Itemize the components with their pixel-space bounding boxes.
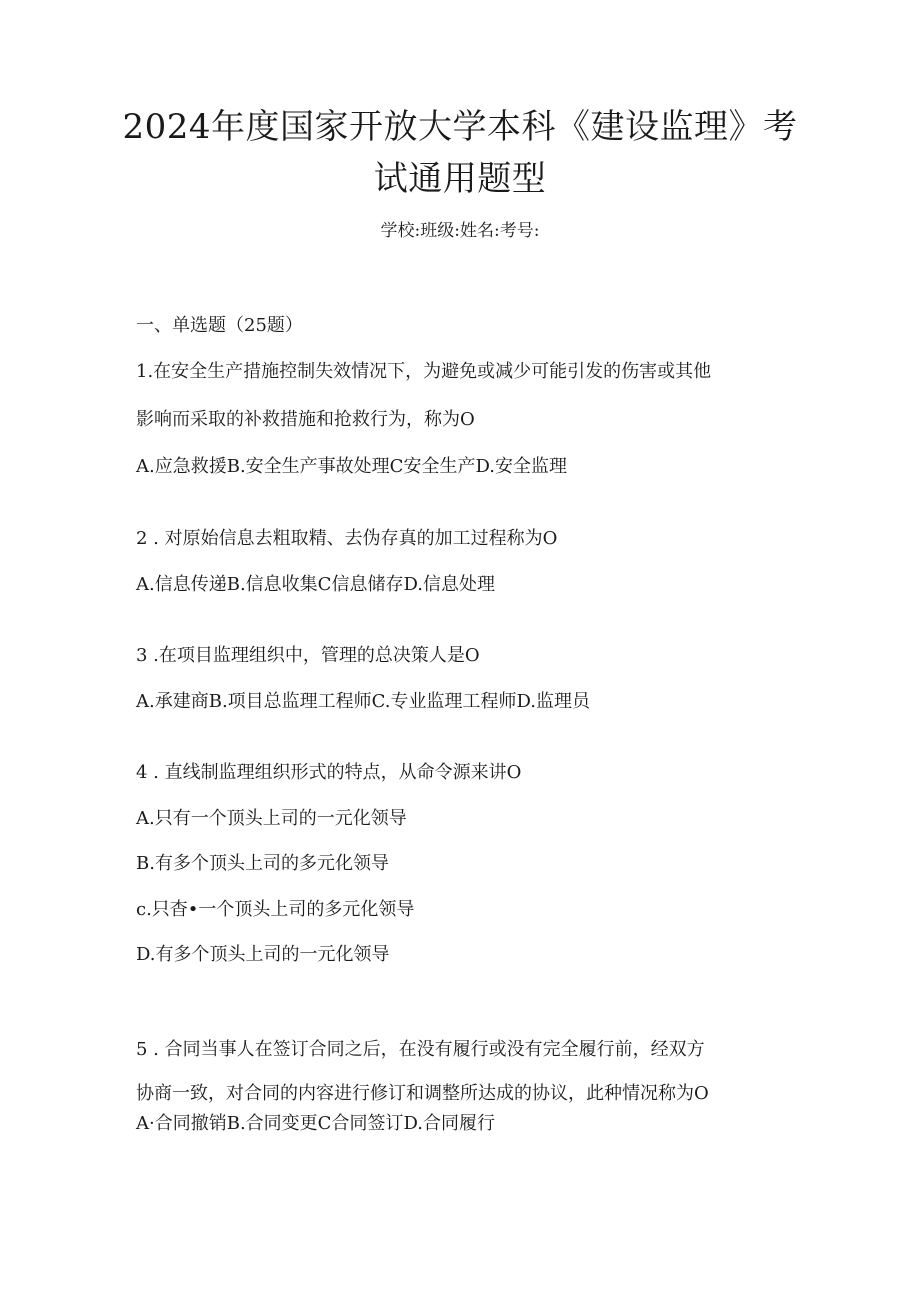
question-4-text: 4 . 直线制监理组织形式的特点，从命令源来讲O (136, 762, 522, 783)
question-4-option-c: c.只杳•一个顶头上司的多元化领导 (136, 899, 415, 920)
question-4-option-d: D.有多个顶头上司的一元化领导 (136, 944, 390, 965)
student-info-line: 学校:班级:姓名:考号: (380, 221, 540, 241)
question-3-text: 3 .在项目监理组织中，管理的总决策人是O (136, 645, 480, 666)
question-5-text-line-1: 5 . 合同当事人在签订合同之后，在没有履行或没有完全履行前，经双方 (136, 1039, 705, 1060)
question-3-options: A.承建商B.项目总监理工程师C.专业监理工程师D.监理员 (136, 691, 591, 712)
question-1-text-line-2: 影响而采取的补救措施和抢救行为，称为O (136, 409, 475, 430)
question-2-text: 2 . 对原始信息去粗取精、去伪存真的加工过程称为O (136, 528, 558, 549)
question-5-options: A·合同撤销B.合同变更C合同签订D.合同履行 (136, 1113, 495, 1134)
section-heading: 一、单选题（25题） (136, 315, 303, 336)
document-title-line-1: 2024年度国家开放大学本科《建设监理》考 (122, 107, 798, 147)
question-4-option-b: B.有多个顶头上司的多元化领导 (136, 853, 389, 874)
document-title-line-2: 试通用题型 (373, 159, 547, 199)
question-1-text-line-1: 1.在安全生产措施控制失效情况下，为避免或减少可能引发的伤害或其他 (136, 361, 712, 382)
question-1-options: A.应急救援B.安全生产事故处理C安全生产D.安全监理 (136, 456, 567, 477)
question-2-options: A.信息传递B.信息收集C信息储存D.信息处理 (136, 574, 495, 595)
question-5-text-line-2: 协商一致，对合同的内容进行修订和调整所达成的协议，此种情况称为O (136, 1083, 709, 1104)
question-4-option-a: A.只有一个顶头上司的一元化领导 (136, 808, 407, 829)
